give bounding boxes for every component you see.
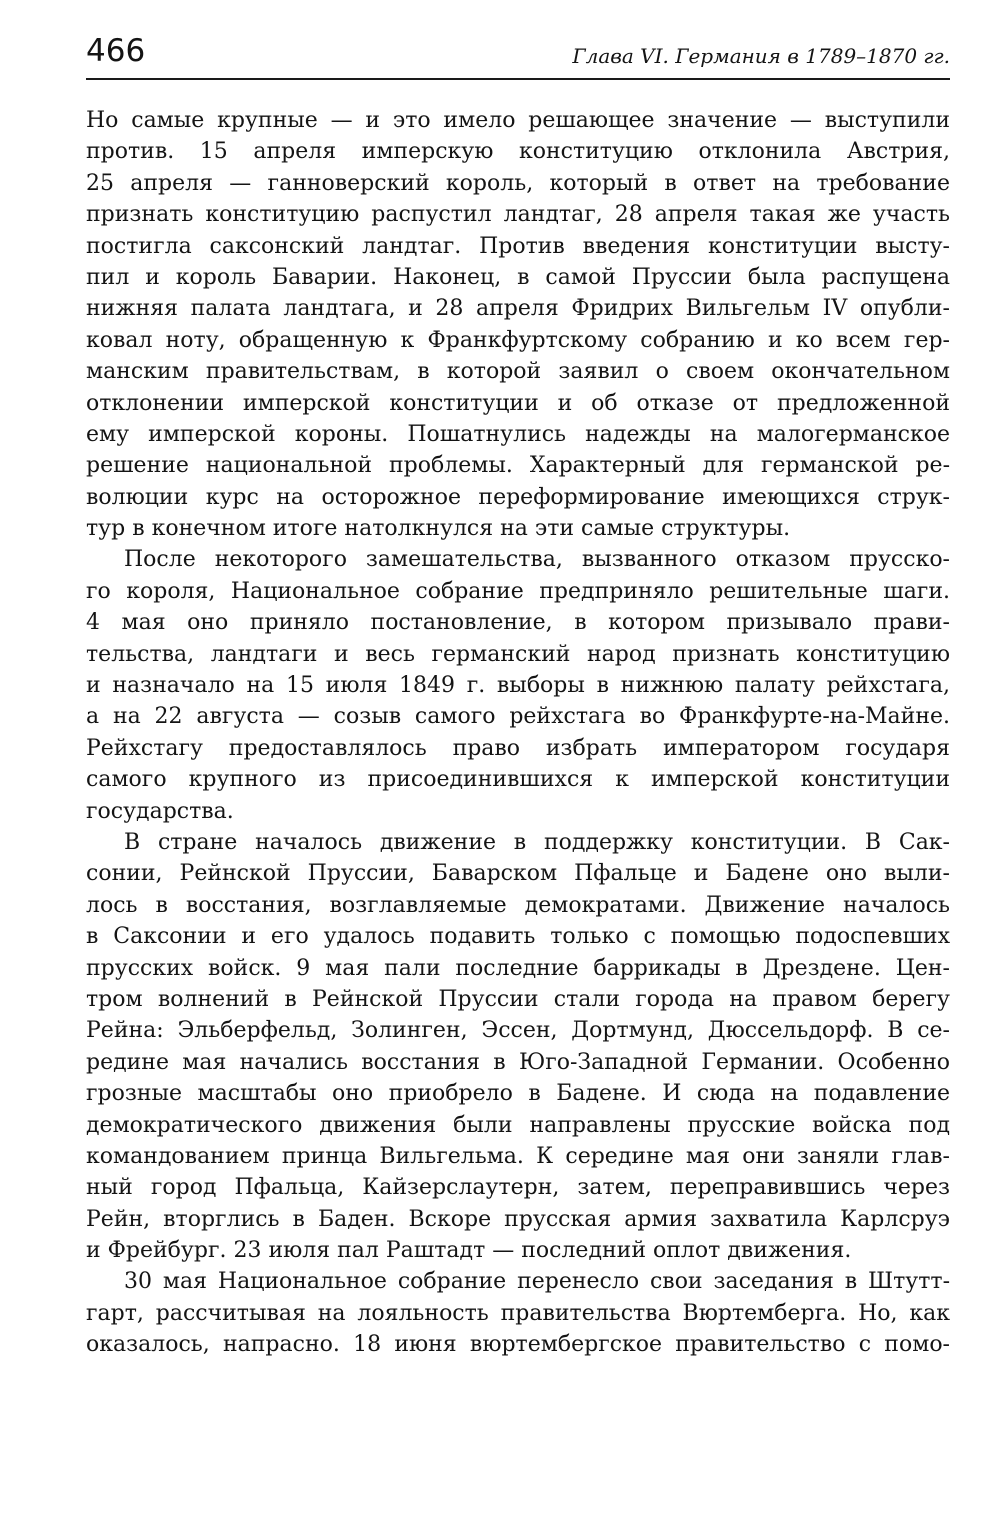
text-line: в Саксонии и его удалось подавить только с помощью подоспевших xyxy=(86,924,950,950)
text-line: оказалось, напрасно. 18 июня вюртембергское правительство с помо- xyxy=(86,1332,950,1358)
text-line: решение национальной проблемы. Характерный для германской ре- xyxy=(86,453,950,479)
text-line: Но самые крупные — и это имело решающее значение — выступили xyxy=(86,108,950,133)
running-head: Глава VI. Германия в 1789–1870 гг. xyxy=(572,44,950,68)
text-line: ему имперской короны. Пошатнулись надежды на малогерманское xyxy=(86,421,950,447)
text-line: тельства, ландтаги и весь германский народ признать конституцию xyxy=(86,641,950,667)
text-line: Рейхстагу предоставлялось право избрать императором государя xyxy=(86,735,950,761)
text-line: постигла саксонский ландтаг. Против введения конституции высту- xyxy=(86,233,950,259)
body-text xyxy=(86,105,950,1361)
text-line: редине мая начались восстания в Юго-Западной Германии. Особенно xyxy=(86,1049,950,1075)
text-line: Рейн, вторглись в Баден. Вскоре прусская армия захватила Карлсруэ xyxy=(86,1206,950,1232)
text-line: нижняя палата ландтага, и 28 апреля Фридрих Вильгельм IV опубли- xyxy=(86,296,950,322)
text-line: самого крупного из присоединившихся к имперской конституции xyxy=(86,767,950,793)
text-line: волюции курс на осторожное переформирование имеющихся струк- xyxy=(86,484,950,510)
text-line: Рейна: Эльберфельд, Золинген, Эссен, Дортмунд, Дюссельдорф. В се- xyxy=(86,1018,950,1044)
text-line: манским правительствам, в которой заявил о своем окончательном xyxy=(86,359,950,385)
page-header xyxy=(86,26,950,80)
page-number: 466 xyxy=(86,33,146,69)
text-line: грозные масштабы оно приобрело в Бадене. И сюда на подавление xyxy=(86,1081,950,1107)
text-line: лось в восстания, возглавляемые демократами. Движение началось xyxy=(86,892,950,918)
text-line: После некоторого замешательства, вызванного отказом прусско- xyxy=(124,547,950,573)
text-line: В стране началось движение в поддержку конституции. В Сак- xyxy=(124,829,950,855)
text-line: признать конституцию распустил ландтаг, 28 апреля такая же участь xyxy=(86,202,950,228)
text-line: тром волнений в Рейнской Пруссии стали города на правом берегу xyxy=(86,986,950,1012)
text-line: сонии, Рейнской Пруссии, Баварском Пфальце и Бадене оно выли- xyxy=(86,861,950,887)
text-line: 25 апреля — ганноверский король, который в ответ на требование xyxy=(86,170,950,196)
text-line: а на 22 августа — созыв самого рейхстага во Франкфурте-на-Майне. xyxy=(86,704,950,730)
text-line: против. 15 апреля имперскую конституцию отклонила Австрия, xyxy=(86,139,950,165)
text-line: и Фрейбург. 23 июля пал Раштадт — последний оплот движения. xyxy=(86,1238,852,1264)
text-line: ный город Пфальца, Кайзерслаутерн, затем, переправившись через xyxy=(86,1175,950,1201)
text-line: командованием принца Вильгельма. К середине мая они заняли глав- xyxy=(86,1143,950,1169)
text-line: отклонении имперской конституции и об отказе от предложенной xyxy=(86,390,950,416)
text-line: го короля, Национальное собрание предприняло решительные шаги. xyxy=(86,578,950,604)
text-line: тур в конечном итоге натолкнулся на эти самые структуры. xyxy=(86,516,791,542)
text-line: прусских войск. 9 мая пали последние баррикады в Дрездене. Цен- xyxy=(86,955,950,981)
text-line: ковал ноту, обращенную к Франкфуртскому собранию и ко всем гер- xyxy=(86,327,950,353)
text-line: демократического движения были направлены прусские войска под xyxy=(86,1112,950,1138)
text-line: 30 мая Национальное собрание перенесло свои заседания в Штутт- xyxy=(124,1269,950,1295)
text-line: гарт, рассчитывая на лояльность правительства Вюртемберга. Но, как xyxy=(86,1300,950,1326)
text-line: государства. xyxy=(86,798,234,824)
text-line: 4 мая оно приняло постановление, в котором призывало прави- xyxy=(86,610,950,636)
text-line: и назначало на 15 июля 1849 г. выборы в нижнюю палату рейхстага, xyxy=(86,673,950,699)
text-line: пил и король Баварии. Наконец, в самой Пруссии была распущена xyxy=(86,264,950,290)
